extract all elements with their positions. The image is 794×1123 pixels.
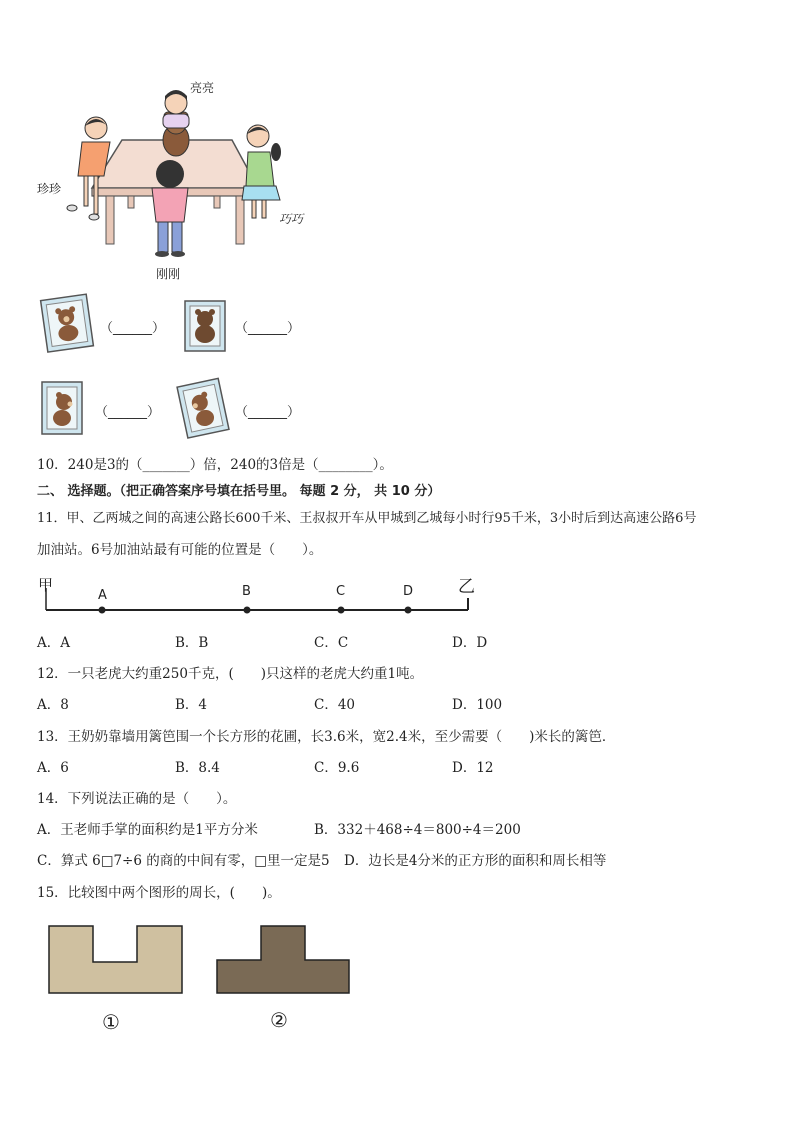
question-11-line1: 11．甲、乙两城之间的高速公路长600千米、王叔叔开车从甲城到乙城每小时行95千米，3小时后到达高速公路6号 [37,511,697,526]
q14-option-b[interactable]: B．332＋468÷4＝800÷4＝200 [314,822,521,838]
q12-option-a[interactable]: A．8 [37,697,69,713]
q13-option-c[interactable]: C．9.6 [314,760,360,776]
q13-option-a[interactable]: A．6 [37,760,69,776]
road-point-b: B [242,584,251,599]
bear-back-photo-icon [181,297,231,357]
question-15: 15．比较图中两个图形的周长，( )。 [37,885,281,901]
section-2-header: 二、 选择题。（把正确答案序号填在括号里。 每题 2 分， 共 10 分） [37,484,441,499]
photo-blank-1[interactable]: （______） [100,321,166,336]
road-point-c: C [336,584,346,599]
photo-blank-2[interactable]: （______） [235,321,301,336]
q14-option-d[interactable]: D．边长是4分米的正方形的面积和周长相等 [344,853,607,869]
question-13: 13．王奶奶靠墙用篱笆围一个长方形的花圃，长3.6米，宽2.4米，至少需要（ )米长的篱笆． [37,729,616,745]
photo-blank-4[interactable]: （______） [235,405,301,420]
road-start-label: 甲 [38,576,54,594]
name-ganggang: 刚刚 [156,267,181,281]
photo-blank-3[interactable]: （______） [95,405,161,420]
q12-option-b[interactable]: B．4 [175,697,208,713]
question-14: 14．下列说法正确的是（ ）。 [37,791,237,807]
children-table-scene [0,0,794,290]
bear-front-photo-icon [38,293,98,353]
road-point-a: A [98,588,107,603]
shape-2-t-figure [217,926,357,996]
q13-option-d[interactable]: D．12 [452,760,494,776]
question-10: 10．240是3的（_______）倍，240的3倍是（________）。 [37,457,393,473]
q12-option-d[interactable]: D．100 [452,697,503,713]
name-liangliang: 亮亮 [190,81,215,95]
q12-option-c[interactable]: C．40 [314,697,356,713]
name-qiaoqiao: 巧巧 [279,212,304,226]
bear-side-photo-icon-2 [174,378,234,438]
q11-option-d[interactable]: D．D [452,635,488,651]
q11-option-b[interactable]: B．B [175,635,209,651]
shape-1-label: ① [102,1010,120,1034]
q13-option-b[interactable]: B．8.4 [175,760,220,776]
road-point-d: D [403,584,414,599]
question-11-line2: 加油站。6号加油站最有可能的位置是（ ）。 [37,542,323,558]
name-zhenzhen: 珍珍 [37,182,62,196]
shape-2-label: ② [270,1008,288,1032]
q14-option-c[interactable]: C．算式 6□7÷6 的商的中间有零，□里一定是5 [37,853,330,869]
shape-1-u-figure [49,926,189,996]
q11-option-c[interactable]: C．C [314,635,349,651]
q11-option-a[interactable]: A．A [37,635,70,651]
bear-side-photo-icon [38,378,88,438]
road-end-label: 乙 [458,577,475,597]
question-12: 12．一只老虎大约重250千克，( )只这样的老虎大约重1吨。 [37,666,424,682]
q14-option-a[interactable]: A．王老师手掌的面积约是1平方分米 [37,822,258,838]
